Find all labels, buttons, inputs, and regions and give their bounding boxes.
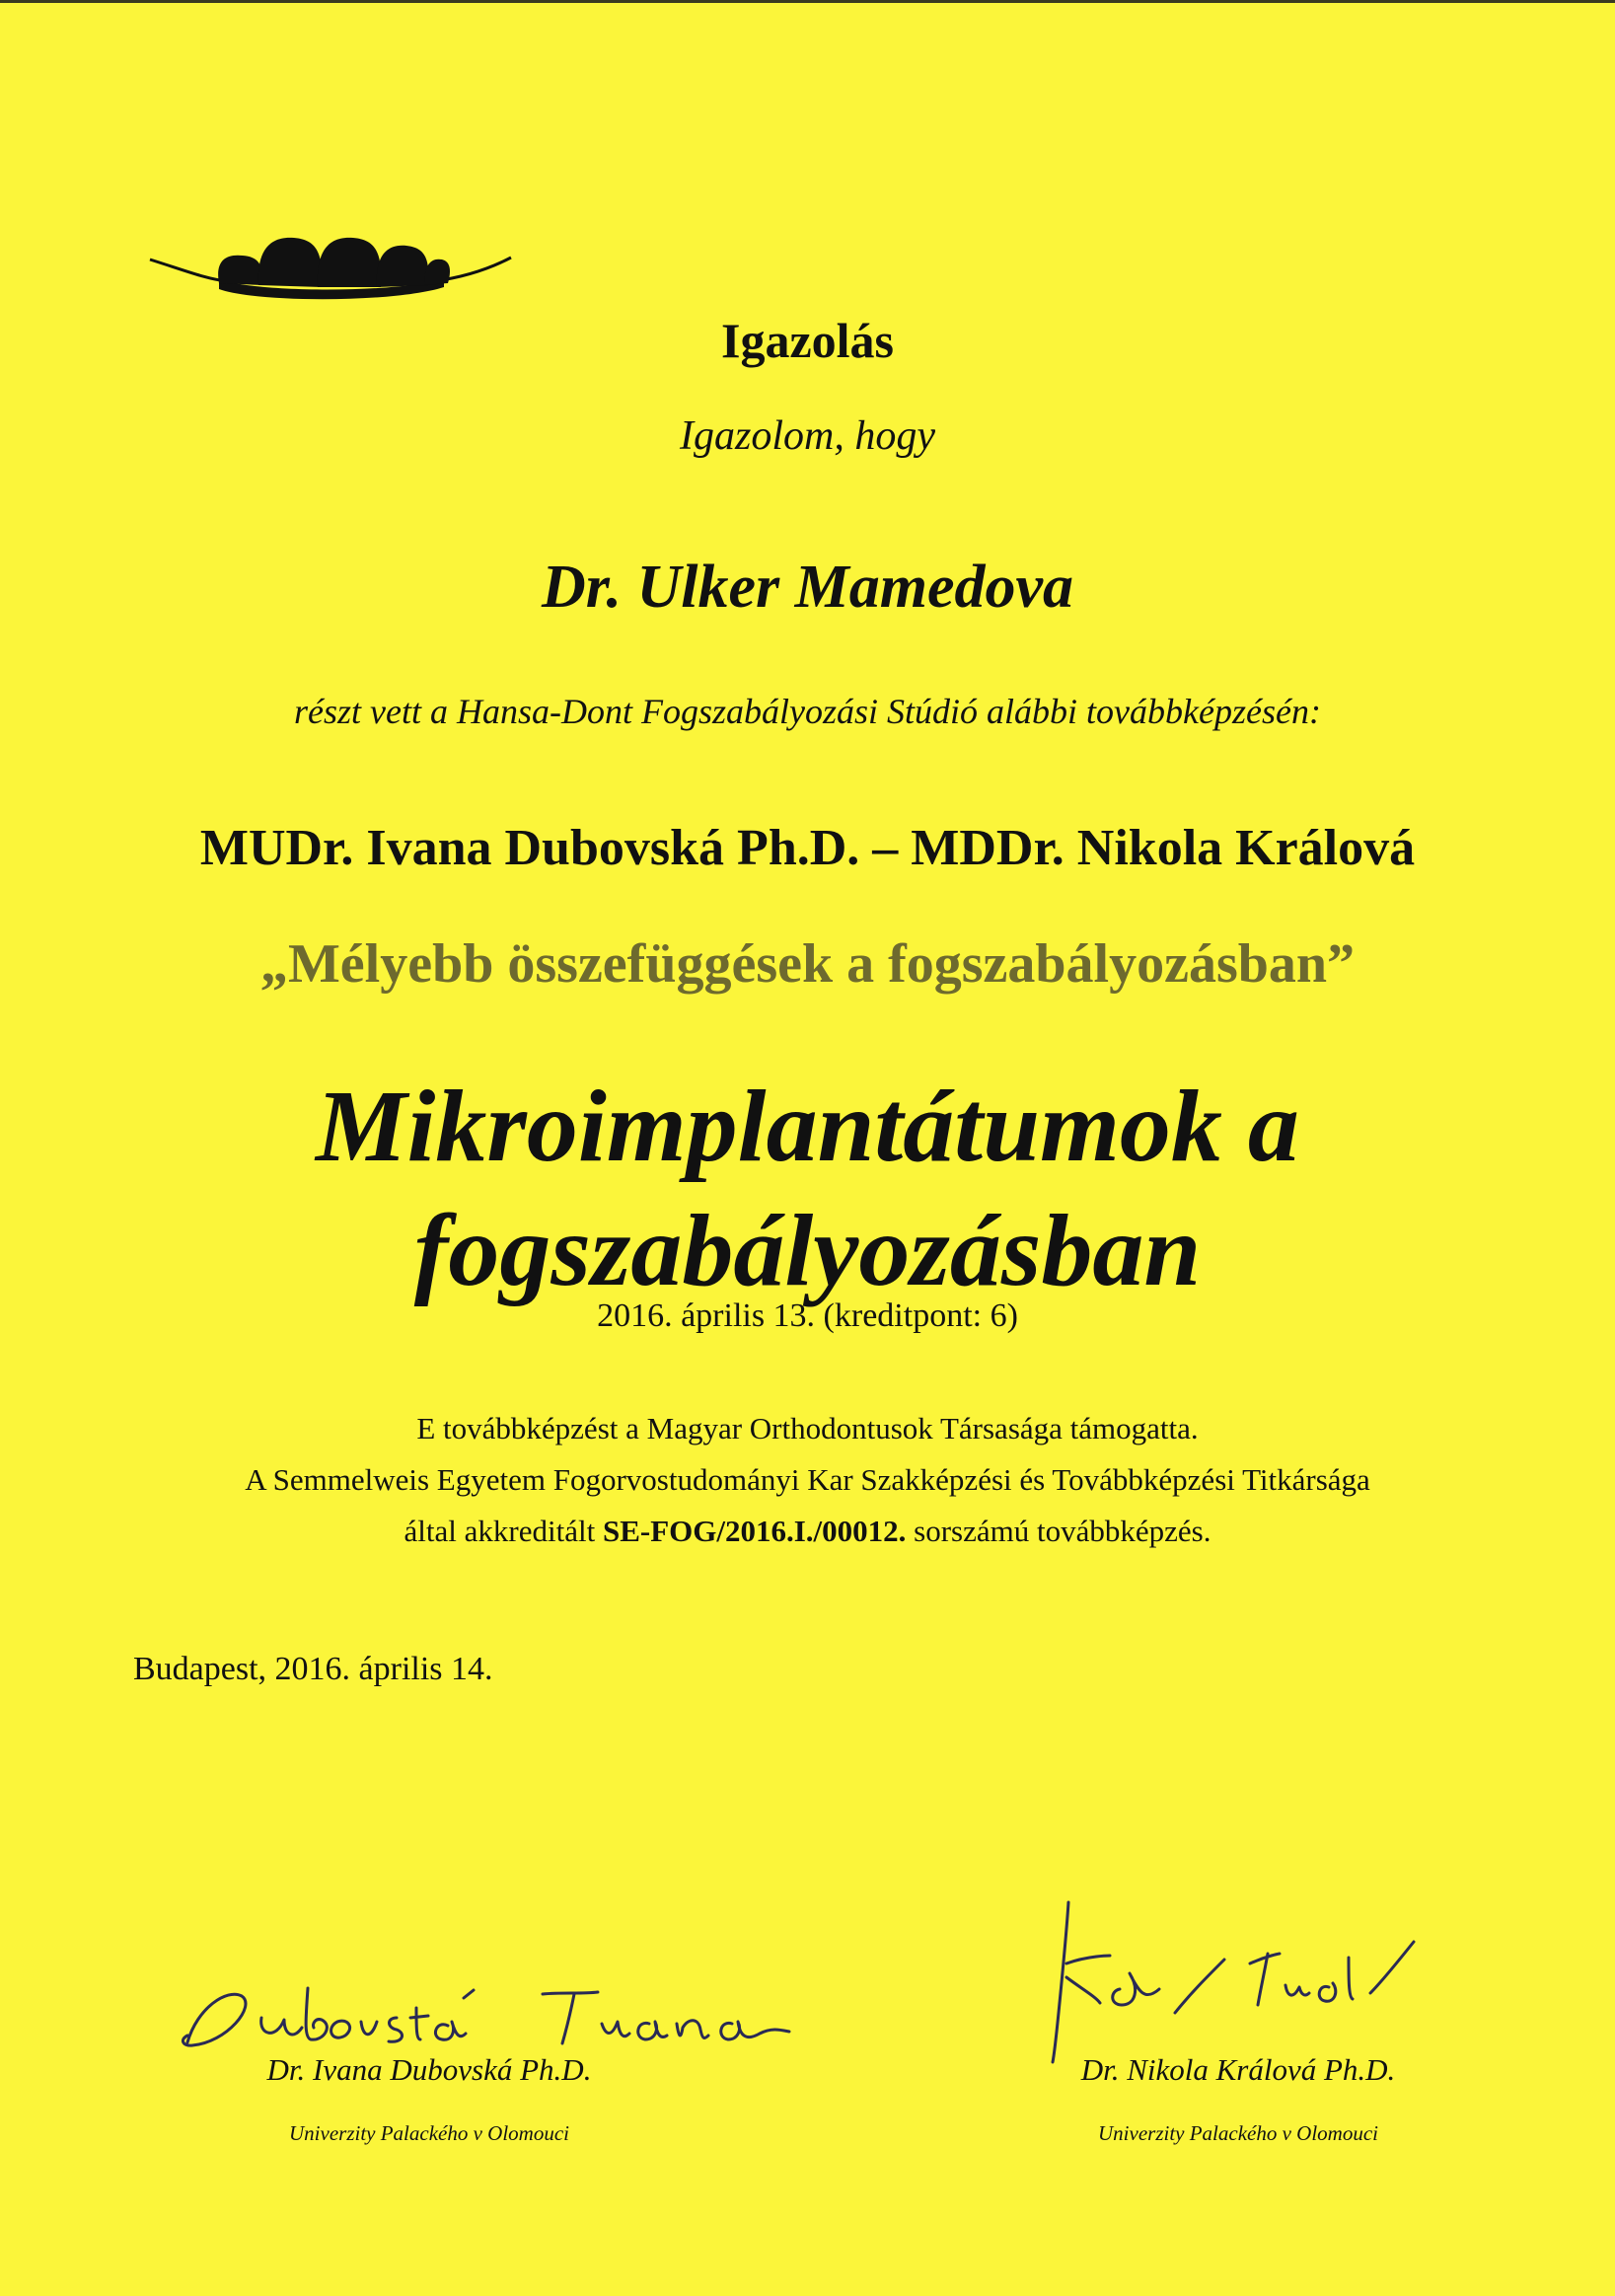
signer-1-institution: Univerzity Palackého v Olomouci	[289, 2121, 569, 2145]
support-text: E továbbképzést a Magyar Orthodontusok Társasága támogatta.	[416, 1411, 1199, 1445]
series-title: „Mélyebb összefüggések a fogszabályozásban”	[259, 933, 1356, 995]
signature-kralova-icon	[972, 1894, 1435, 2067]
signer-2-institution: Univerzity Palackého v Olomouci	[1098, 2121, 1378, 2145]
teeth-smile-logo-icon	[148, 222, 513, 311]
lecturers: MUDr. Ivana Dubovská Ph.D. – MDDr. Nikola Králová	[199, 820, 1416, 876]
accreditation-suffix: sorszámú továbbképzés.	[914, 1514, 1211, 1548]
accreditation-prefix: által akkreditált	[404, 1514, 596, 1548]
place-date: Budapest, 2016. április 14.	[133, 1651, 493, 1687]
accreditation-line-1: A Semmelweis Egyetem Fogorvostudományi Kar Szakképzési és Továbbképzési Titkársága	[245, 1462, 1370, 1497]
intro-text: Igazolom, hogy	[680, 413, 935, 459]
accreditation-code: SE-FOG/2016.I./00012.	[602, 1514, 907, 1548]
participation-text: részt vett a Hansa-Dont Fogszabályozási Stúdió alábbi továbbképzésén:	[294, 692, 1321, 731]
top-edge-line	[0, 0, 1615, 3]
accreditation-line-2	[0, 1514, 1615, 1549]
course-title-line-2: fogszabályozásban	[413, 1194, 1202, 1307]
course-date-credit: 2016. április 13. (kreditpont: 6)	[597, 1297, 1018, 1334]
signer-1-name: Dr. Ivana Dubovská Ph.D.	[266, 2052, 592, 2087]
signer-2-name: Dr. Nikola Králová Ph.D.	[1080, 2052, 1396, 2087]
recipient-name: Dr. Ulker Mamedova	[541, 554, 1074, 621]
course-title-line-1: Mikroimplantátumok a	[316, 1070, 1299, 1183]
certificate-title: Igazolás	[721, 313, 894, 368]
